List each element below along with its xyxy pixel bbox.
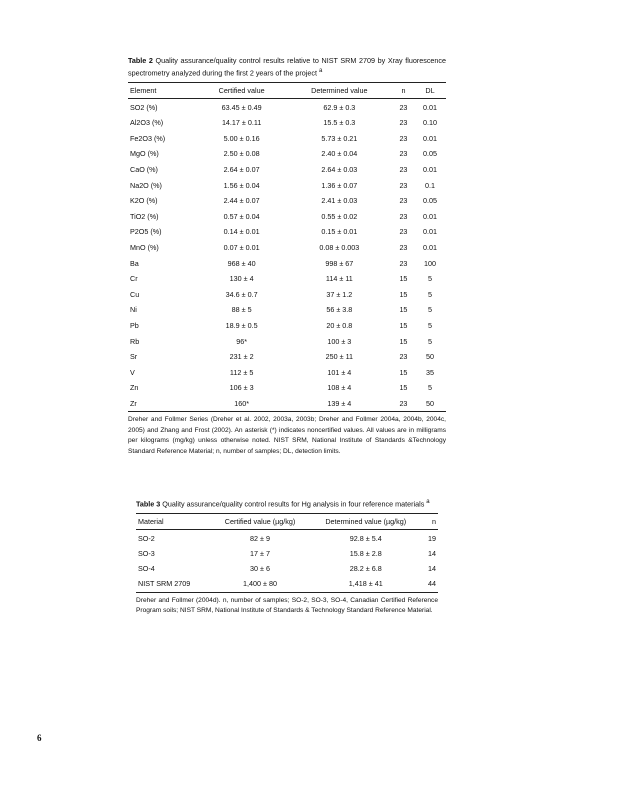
certified-value-cell: 0.07 ± 0.01 <box>223 243 260 253</box>
certified-value-cell: 2.64 ± 0.07 <box>223 165 260 175</box>
dl-cell: 35 <box>426 367 435 377</box>
n-cell: 19 <box>428 533 436 543</box>
table-row <box>128 364 446 380</box>
certified-value-cell: 112 ± 5 <box>229 367 254 377</box>
certified-value-cell: 130 ± 4 <box>229 274 254 284</box>
determined-value-cell: 92.8 ± 5.4 <box>349 533 382 543</box>
dl-cell: 0.01 <box>423 133 438 143</box>
element-cell: MgO (%) <box>130 149 159 159</box>
element-cell: Fe2O3 (%) <box>130 133 166 143</box>
table-3-caption <box>136 497 438 509</box>
certified-value-cell: 160* <box>234 398 250 408</box>
table-row <box>128 209 446 225</box>
table-row <box>128 193 446 209</box>
table-row <box>128 131 446 147</box>
dl-cell: 0.01 <box>423 243 438 253</box>
determined-value-cell: 139 ± 4 <box>327 398 352 408</box>
page-number: 6 <box>37 733 42 743</box>
determined-value-cell: 28.2 ± 6.8 <box>349 564 382 574</box>
n-cell: 23 <box>399 352 408 362</box>
table-row <box>128 396 446 412</box>
table-row <box>136 546 438 561</box>
determined-value-cell: 0.55 ± 0.02 <box>321 211 358 221</box>
table-row <box>128 162 446 178</box>
table-2-label: Table 2 <box>128 56 153 65</box>
certified-value-cell: 1,400 ± 80 <box>243 579 277 589</box>
certified-value-cell: 96* <box>236 336 248 346</box>
dl-cell: 0.1 <box>425 180 436 190</box>
table-3-header-certified: Certified value (µg/kg) <box>224 517 296 527</box>
material-cell: SO-2 <box>138 533 155 543</box>
certified-value-cell: 1.56 ± 0.04 <box>223 180 260 190</box>
element-cell: Al2O3 (%) <box>130 118 164 128</box>
dl-cell: 5 <box>428 305 433 315</box>
table-2-caption-text: Quality assurance/quality control results relative to NIST SRM 2709 by Xray fluorescence spectrometry analyzed during the first 2 years of the project <box>128 56 446 78</box>
n-cell: 23 <box>399 243 408 253</box>
determined-value-cell: 2.64 ± 0.03 <box>321 165 358 175</box>
table-row <box>128 99 446 115</box>
table-2-header-determined: Determined value <box>311 86 368 96</box>
certified-value-cell: 88 ± 5 <box>231 305 252 315</box>
certified-value-cell: 18.9 ± 0.5 <box>225 321 258 330</box>
certified-value-cell: 63.45 ± 0.49 <box>221 102 262 112</box>
certified-value-cell: 5.00 ± 0.16 <box>223 133 260 143</box>
dl-cell: 5 <box>428 336 433 346</box>
table-3-header-determined: Determined value (µg/kg) <box>325 517 407 527</box>
dl-cell: 0.01 <box>423 102 438 112</box>
element-cell: V <box>130 367 135 377</box>
table-row <box>128 240 446 256</box>
determined-value-cell: 2.41 ± 0.03 <box>321 196 358 206</box>
n-cell: 15 <box>399 274 408 284</box>
n-cell: 15 <box>399 289 408 299</box>
determined-value-cell: 15.5 ± 0.3 <box>323 118 356 128</box>
determined-value-cell: 1,418 ± 41 <box>348 579 383 589</box>
n-cell: 23 <box>399 258 408 268</box>
n-cell: 15 <box>399 336 408 346</box>
table-2-footnote: Dreher and Follmer Series (Dreher et al. 2002, 2003a, 2003b; Dreher and Follmer 2004a, 2004b, 2004c, 2005) and Zhang and Frost (2002). An asterisk (*) indicates noncertified values. All values are in milligrams per kilograms (mg/kg) unless otherwise noted. NIST SRM, National Institute of Standards &Technology Standard Reference Material; n, number of samples; DL, detection limits. <box>128 416 446 455</box>
dl-cell: 5 <box>428 289 433 299</box>
table-row <box>128 255 446 271</box>
n-cell: 23 <box>399 227 408 237</box>
n-cell: 23 <box>399 196 408 206</box>
determined-value-cell: 20 ± 0.8 <box>326 321 353 330</box>
table-2-header-certified: Certified value <box>218 86 265 96</box>
element-cell: P2O5 (%) <box>130 227 162 237</box>
certified-value-cell: 106 ± 3 <box>229 383 254 393</box>
table-row <box>128 318 446 334</box>
element-cell: CaO (%) <box>130 165 158 175</box>
element-cell: MnO (%) <box>130 243 159 253</box>
n-cell: 23 <box>399 118 408 128</box>
determined-value-cell: 0.15 ± 0.01 <box>321 227 358 237</box>
certified-value-cell: 968 ± 40 <box>227 258 256 268</box>
element-cell: Ni <box>130 305 137 315</box>
table-3-header-row <box>136 514 438 530</box>
table-2-block <box>128 55 446 457</box>
dl-cell: 5 <box>428 274 433 284</box>
table-2-body <box>128 99 446 412</box>
n-cell: 44 <box>428 579 436 589</box>
element-cell: Rb <box>130 336 140 346</box>
certified-value-cell: 17 ± 7 <box>250 548 270 558</box>
n-cell: 23 <box>399 165 408 175</box>
table-2-header-n: n <box>401 86 406 96</box>
n-cell: 14 <box>428 564 436 574</box>
table-3-label: Table 3 <box>136 499 161 509</box>
table-row <box>128 177 446 193</box>
certified-value-cell: 14.17 ± 0.11 <box>221 118 262 128</box>
element-cell: TiO2 (%) <box>130 211 159 221</box>
table-2-header-dl: DL <box>425 86 435 96</box>
element-cell: Na2O (%) <box>130 180 162 190</box>
table-3 <box>136 513 438 592</box>
dl-cell: 0.01 <box>423 227 438 237</box>
material-cell: SO-4 <box>138 564 155 574</box>
n-cell: 23 <box>399 133 408 143</box>
determined-value-cell: 5.73 ± 0.21 <box>321 133 358 143</box>
element-cell: Sr <box>130 352 138 362</box>
dl-cell: 0.01 <box>423 165 438 175</box>
certified-value-cell: 0.57 ± 0.04 <box>223 211 260 221</box>
n-cell: 15 <box>399 383 408 393</box>
dl-cell: 5 <box>428 321 433 330</box>
dl-cell: 50 <box>426 398 435 408</box>
table-3-header-n: n <box>432 517 436 527</box>
certified-value-cell: 2.50 ± 0.08 <box>223 149 260 159</box>
table-row <box>128 380 446 396</box>
dl-cell: 5 <box>428 383 433 393</box>
determined-value-cell: 15.8 ± 2.8 <box>349 548 382 558</box>
table-3-caption-mark: a <box>426 499 430 505</box>
table-2 <box>128 82 446 412</box>
dl-cell: 0.05 <box>423 149 438 159</box>
n-cell: 15 <box>399 321 408 330</box>
table-3-block <box>136 497 438 617</box>
determined-value-cell: 250 ± 11 <box>325 352 354 362</box>
determined-value-cell: 0.08 ± 0.003 <box>319 243 360 253</box>
determined-value-cell: 1.36 ± 0.07 <box>321 180 358 190</box>
table-row <box>128 271 446 287</box>
table-row <box>128 115 446 131</box>
element-cell: Zn <box>130 383 139 393</box>
table-row <box>136 530 438 546</box>
determined-value-cell: 108 ± 4 <box>327 383 352 393</box>
element-cell: SO2 (%) <box>130 102 158 112</box>
table-2-caption <box>128 55 446 78</box>
element-cell: Pb <box>130 321 139 330</box>
table-row <box>128 349 446 365</box>
table-row <box>128 287 446 303</box>
table-row <box>128 224 446 240</box>
material-cell: NIST SRM 2709 <box>138 579 191 589</box>
dl-cell: 0.05 <box>423 196 438 206</box>
n-cell: 23 <box>399 180 408 190</box>
dl-cell: 0.01 <box>423 211 438 221</box>
n-cell: 23 <box>399 398 408 408</box>
table-row <box>128 146 446 162</box>
determined-value-cell: 998 ± 67 <box>325 258 354 268</box>
certified-value-cell: 2.44 ± 0.07 <box>223 196 260 206</box>
table-2-header-row <box>128 83 446 99</box>
certified-value-cell: 34.6 ± 0.7 <box>225 289 258 299</box>
determined-value-cell: 114 ± 11 <box>325 274 353 284</box>
table-2-header-element: Element <box>130 86 157 96</box>
certified-value-cell: 30 ± 6 <box>250 564 270 574</box>
n-cell: 23 <box>399 102 408 112</box>
table-3-footnote: Dreher and Follmer (2004d). n, number of samples; SO-2, SO-3, SO-4, Canadian Certified Reference Program soils; NIST SRM, National Institute of Standards & Technology Standard Reference Material. <box>136 596 438 615</box>
n-cell: 15 <box>399 305 408 315</box>
determined-value-cell: 100 ± 3 <box>327 336 352 346</box>
material-cell: SO-3 <box>138 548 155 558</box>
element-cell: Zr <box>130 398 137 408</box>
table-2-caption-mark: a <box>318 68 323 74</box>
element-cell: Cu <box>130 289 140 299</box>
table-3-header-material: Material <box>138 517 164 527</box>
determined-value-cell: 37 ± 1.2 <box>326 289 353 299</box>
element-cell: Cr <box>130 274 138 284</box>
certified-value-cell: 82 ± 9 <box>250 533 270 543</box>
certified-value-cell: 0.14 ± 0.01 <box>223 227 260 237</box>
table-row <box>128 333 446 349</box>
n-cell: 15 <box>399 367 408 377</box>
certified-value-cell: 231 ± 2 <box>229 352 254 362</box>
determined-value-cell: 56 ± 3.8 <box>326 305 353 315</box>
table-3-body <box>136 530 438 592</box>
n-cell: 14 <box>428 548 436 558</box>
determined-value-cell: 2.40 ± 0.04 <box>321 149 358 159</box>
dl-cell: 0.10 <box>423 118 438 128</box>
table-row <box>136 561 438 576</box>
element-cell: K2O (%) <box>130 196 158 206</box>
n-cell: 23 <box>399 149 408 159</box>
dl-cell: 100 <box>424 258 437 268</box>
table-row <box>128 302 446 318</box>
dl-cell: 50 <box>426 352 435 362</box>
table-3-caption-text: Quality assurance/quality control results for Hg analysis in four reference materials <box>162 499 425 509</box>
determined-value-cell: 101 ± 4 <box>327 367 352 377</box>
determined-value-cell: 62.9 ± 0.3 <box>323 102 356 112</box>
element-cell: Ba <box>130 258 139 268</box>
table-row <box>136 576 438 592</box>
n-cell: 23 <box>399 211 408 221</box>
